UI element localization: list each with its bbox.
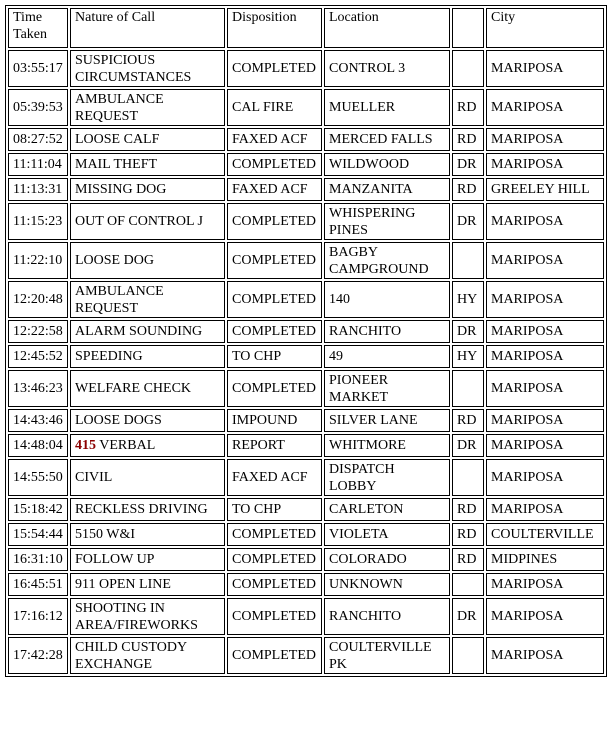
table-row: [8, 320, 604, 343]
header-city: City: [486, 8, 604, 48]
cell-location: MANZANITA: [324, 178, 450, 201]
cell-time: 12:20:48: [8, 281, 68, 318]
cell-location: DISPATCH LOBBY: [324, 459, 450, 496]
table-row: [8, 345, 604, 368]
cell-nature: [70, 573, 225, 596]
cell-time: 11:15:23: [8, 203, 68, 240]
table-row: [8, 498, 604, 521]
cell-suffix: RD: [452, 178, 484, 201]
nature-text: CHILD CUSTODY EXCHANGE: [75, 639, 187, 672]
nature-text: MAIL THEFT: [75, 157, 158, 172]
cell-city: MARIPOSA: [486, 128, 604, 151]
nature-text: LOOSE DOGS: [75, 413, 162, 428]
cell-suffix: RD: [452, 128, 484, 151]
cell-nature: [70, 153, 225, 176]
cell-location: VIOLETA: [324, 523, 450, 546]
cell-nature: [70, 434, 225, 457]
cell-time: 03:55:17: [8, 50, 68, 87]
cell-time: 12:45:52: [8, 345, 68, 368]
cell-location: MERCED FALLS: [324, 128, 450, 151]
cell-city: MARIPOSA: [486, 409, 604, 432]
nature-text: SUSPICIOUS CIRCUMSTANCES: [75, 52, 192, 85]
cell-city: MARIPOSA: [486, 598, 604, 635]
cell-disposition: COMPLETED: [227, 320, 322, 343]
nature-text: SHOOTING IN AREA/FIREWORKS: [75, 600, 198, 633]
cell-nature: [70, 89, 225, 126]
cell-location: BAGBY CAMPGROUND: [324, 242, 450, 279]
cell-suffix: [452, 242, 484, 279]
cell-suffix: DR: [452, 320, 484, 343]
cell-location: CONTROL 3: [324, 50, 450, 87]
cell-suffix: HY: [452, 281, 484, 318]
cell-location: PIONEER MARKET: [324, 370, 450, 407]
cell-time: 13:46:23: [8, 370, 68, 407]
call-log-container: [5, 5, 607, 677]
cell-location: 140: [324, 281, 450, 318]
cell-location: CARLETON: [324, 498, 450, 521]
cell-location: RANCHITO: [324, 320, 450, 343]
nature-text: ALARM SOUNDING: [75, 324, 203, 339]
cell-location: SILVER LANE: [324, 409, 450, 432]
cell-time: 16:45:51: [8, 573, 68, 596]
cell-nature: [70, 345, 225, 368]
cell-suffix: [452, 370, 484, 407]
nature-text: AMBULANCE REQUEST: [75, 283, 164, 316]
cell-location: UNKNOWN: [324, 573, 450, 596]
cell-time: 17:16:12: [8, 598, 68, 635]
cell-nature: [70, 281, 225, 318]
cell-location: 49: [324, 345, 450, 368]
header-location: Location: [324, 8, 450, 48]
cell-city: MARIPOSA: [486, 242, 604, 279]
cell-nature: [70, 203, 225, 240]
table-row: [8, 409, 604, 432]
cell-nature: [70, 637, 225, 674]
cell-suffix: RD: [452, 548, 484, 571]
table-row: [8, 598, 604, 635]
table-row: [8, 178, 604, 201]
cell-city: GREELEY HILL: [486, 178, 604, 201]
cell-disposition: TO CHP: [227, 498, 322, 521]
table-row: [8, 370, 604, 407]
cell-disposition: FAXED ACF: [227, 178, 322, 201]
cell-time: 14:55:50: [8, 459, 68, 496]
nature-text: OUT OF CONTROL J: [75, 214, 203, 229]
cell-suffix: RD: [452, 409, 484, 432]
header-row: [8, 8, 604, 48]
cell-disposition: FAXED ACF: [227, 459, 322, 496]
cell-time: 05:39:53: [8, 89, 68, 126]
cell-disposition: TO CHP: [227, 345, 322, 368]
header-disposition: Disposition: [227, 8, 322, 48]
nature-text: RECKLESS DRIVING: [75, 502, 208, 517]
cell-disposition: COMPLETED: [227, 598, 322, 635]
table-row: [8, 203, 604, 240]
cell-suffix: [452, 573, 484, 596]
table-row: [8, 128, 604, 151]
cell-time: 14:48:04: [8, 434, 68, 457]
cell-nature: [70, 320, 225, 343]
nature-text: SPEEDING: [75, 349, 143, 364]
cell-city: MARIPOSA: [486, 89, 604, 126]
cell-disposition: COMPLETED: [227, 637, 322, 674]
cell-location: MUELLER: [324, 89, 450, 126]
cell-time: 15:18:42: [8, 498, 68, 521]
cell-time: 12:22:58: [8, 320, 68, 343]
cell-disposition: COMPLETED: [227, 242, 322, 279]
cell-suffix: RD: [452, 498, 484, 521]
table-row: [8, 637, 604, 674]
cell-location: COLORADO: [324, 548, 450, 571]
cell-city: MARIPOSA: [486, 320, 604, 343]
cell-disposition: CAL FIRE: [227, 89, 322, 126]
nature-text: LOOSE DOG: [75, 253, 154, 268]
cell-disposition: COMPLETED: [227, 281, 322, 318]
cell-disposition: COMPLETED: [227, 203, 322, 240]
cell-suffix: DR: [452, 598, 484, 635]
cell-time: 08:27:52: [8, 128, 68, 151]
cell-city: MARIPOSA: [486, 281, 604, 318]
cell-suffix: DR: [452, 153, 484, 176]
cell-time: 15:54:44: [8, 523, 68, 546]
table-row: [8, 434, 604, 457]
cell-suffix: RD: [452, 523, 484, 546]
cell-suffix: RD: [452, 89, 484, 126]
cell-nature: [70, 548, 225, 571]
cell-disposition: COMPLETED: [227, 153, 322, 176]
cell-disposition: IMPOUND: [227, 409, 322, 432]
table-row: [8, 242, 604, 279]
nature-text: CIVIL: [75, 470, 113, 485]
cell-nature: [70, 242, 225, 279]
table-row: [8, 89, 604, 126]
cell-nature: [70, 178, 225, 201]
cell-disposition: COMPLETED: [227, 573, 322, 596]
cell-suffix: [452, 459, 484, 496]
nature-text: VERBAL: [99, 438, 156, 453]
nature-text: 911 OPEN LINE: [75, 577, 171, 592]
cell-nature: [70, 409, 225, 432]
cell-city: MARIPOSA: [486, 345, 604, 368]
call-code: 415: [75, 438, 96, 453]
cell-city: MARIPOSA: [486, 637, 604, 674]
cell-nature: [70, 498, 225, 521]
table-row: [8, 459, 604, 496]
table-row: [8, 153, 604, 176]
cell-suffix: [452, 50, 484, 87]
cell-time: 11:13:31: [8, 178, 68, 201]
cell-nature: [70, 50, 225, 87]
cell-city: MARIPOSA: [486, 498, 604, 521]
cell-nature: [70, 128, 225, 151]
nature-text: LOOSE CALF: [75, 132, 160, 147]
cell-city: MARIPOSA: [486, 153, 604, 176]
header-nature: Nature of Call: [70, 8, 225, 48]
cell-location: WHISPERING PINES: [324, 203, 450, 240]
cell-nature: [70, 598, 225, 635]
header-suffix: [452, 8, 484, 48]
cell-nature: [70, 370, 225, 407]
cell-disposition: COMPLETED: [227, 370, 322, 407]
cell-time: 11:11:04: [8, 153, 68, 176]
cell-time: 17:42:28: [8, 637, 68, 674]
nature-text: FOLLOW UP: [75, 552, 155, 567]
cell-city: MARIPOSA: [486, 50, 604, 87]
table-row: [8, 548, 604, 571]
cell-suffix: HY: [452, 345, 484, 368]
table-row: [8, 281, 604, 318]
call-log-table: [5, 5, 607, 677]
cell-location: WILDWOOD: [324, 153, 450, 176]
table-row: [8, 50, 604, 87]
cell-disposition: FAXED ACF: [227, 128, 322, 151]
cell-city: MARIPOSA: [486, 203, 604, 240]
cell-disposition: COMPLETED: [227, 548, 322, 571]
header-time: Time Taken: [8, 8, 68, 48]
cell-location: WHITMORE: [324, 434, 450, 457]
cell-city: COULTERVILLE: [486, 523, 604, 546]
cell-disposition: COMPLETED: [227, 50, 322, 87]
cell-time: 16:31:10: [8, 548, 68, 571]
cell-disposition: COMPLETED: [227, 523, 322, 546]
nature-text: WELFARE CHECK: [75, 381, 192, 396]
nature-text: 5150 W&I: [75, 527, 136, 542]
cell-suffix: DR: [452, 203, 484, 240]
cell-city: MARIPOSA: [486, 434, 604, 457]
cell-time: 14:43:46: [8, 409, 68, 432]
cell-nature: [70, 523, 225, 546]
cell-suffix: [452, 637, 484, 674]
cell-disposition: REPORT: [227, 434, 322, 457]
cell-city: MARIPOSA: [486, 573, 604, 596]
cell-city: MARIPOSA: [486, 459, 604, 496]
cell-city: MIDPINES: [486, 548, 604, 571]
cell-location: COULTERVILLE PK: [324, 637, 450, 674]
cell-suffix: DR: [452, 434, 484, 457]
cell-location: RANCHITO: [324, 598, 450, 635]
nature-text: AMBULANCE REQUEST: [75, 91, 164, 124]
cell-city: MARIPOSA: [486, 370, 604, 407]
table-row: [8, 573, 604, 596]
cell-nature: [70, 459, 225, 496]
cell-time: 11:22:10: [8, 242, 68, 279]
nature-text: MISSING DOG: [75, 182, 167, 197]
table-row: [8, 523, 604, 546]
